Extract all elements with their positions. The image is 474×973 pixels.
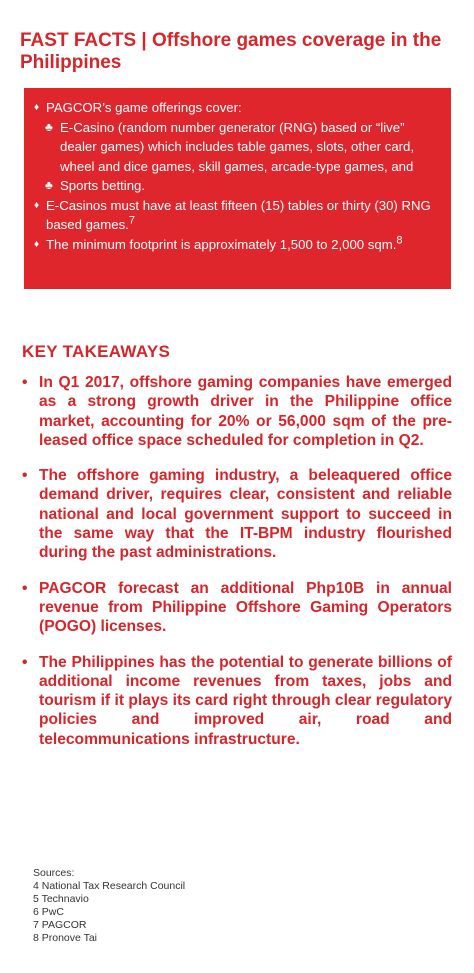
takeaway-text: The offshore gaming industry, a beleaquered office demand driver, requires clear, consistent and reliable national and local government support to succeed in the same way that the IT-BPM industry flourished during the past administrations. [39, 467, 452, 562]
source-item: 4 National Tax Research Council [33, 880, 186, 892]
takeaway-text: In Q1 2017, offshore gaming companies have emerged as a strong growth driver in the Philippine office market, accounting for 20% or 56,000 sqm of the pre-leased office space scheduled for completion in Q2. [39, 374, 452, 449]
takeaway-text: The Philippines has the potential to generate billions of additional income revenues from taxes, jobs and tourism if it plays its card right through clear regulatory policies and improved air, road and telecommunications infrastructure. [39, 653, 452, 748]
fact-item [34, 196, 439, 235]
spade-icon: ♣ [45, 178, 53, 192]
takeaway-item [22, 373, 452, 450]
footnote-ref: 8 [396, 234, 403, 247]
key-takeaways-list [22, 373, 452, 765]
source-item: 5 Technavio [33, 893, 89, 905]
footnote-ref: 7 [128, 214, 135, 227]
fact-subitem-text: Sports betting. [60, 178, 146, 193]
sources-block [33, 867, 185, 945]
source-item: 8 Pronove Tai [33, 932, 98, 944]
fact-subitem-text: E-Casino (random number generator (RNG) based or “live” dealer games) which includes table games, slots, other card, wheel and dice games, skill games, arcade-type games, and [60, 119, 415, 174]
key-takeaways-heading: KEY TAKEAWAYS [22, 342, 171, 361]
diamond-icon: ♦ [34, 199, 40, 211]
fact-text: PAGCOR’s game offerings cover: [46, 100, 242, 115]
takeaway-item [22, 653, 452, 749]
takeaway-text: PAGCOR forecast an additional Php10B in annual revenue from Philippine Offshore Gaming Operators (POGO) licenses. [39, 579, 452, 636]
source-item: 7 PAGCOR [33, 919, 87, 931]
spade-icon: ♣ [45, 119, 53, 134]
fact-subitem [34, 118, 439, 177]
fast-facts-box [24, 88, 451, 289]
takeaway-item [22, 466, 452, 562]
bullet-icon: • [22, 653, 28, 671]
sources-label: Sources: [33, 867, 75, 879]
fact-text: The minimum footprint is approximately 1,500 to 2,000 sqm. [46, 236, 397, 252]
bullet-icon: • [22, 467, 28, 485]
bullet-icon: • [22, 579, 28, 597]
diamond-icon: ♦ [34, 238, 40, 250]
takeaway-item [22, 579, 452, 637]
bullet-icon: • [22, 374, 28, 391]
fact-item [34, 235, 439, 255]
source-item: 6 PwC [33, 906, 64, 918]
diamond-icon: ♦ [34, 102, 40, 113]
page-title: FAST FACTS | Offshore games coverage in the Philippines [20, 30, 442, 73]
fact-item [34, 98, 439, 118]
fact-subitem [34, 176, 439, 196]
fact-text: E-Casinos must have at least fifteen (15) tables or thirty (30) RNG based games. [46, 197, 431, 232]
